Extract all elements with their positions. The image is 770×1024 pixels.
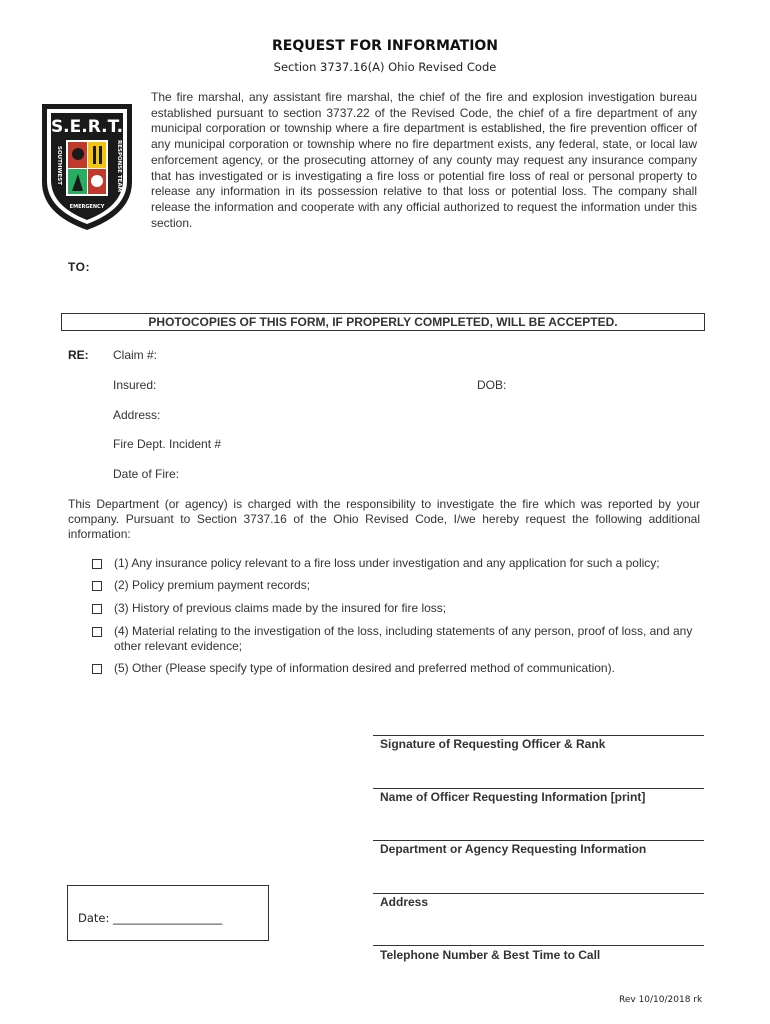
- request-paragraph: This Department (or agency) is charged with the responsibility to investigate the fire which was reported by your company. Pursuant to Section 3737.16 of the Ohio Revised Code, I/we hereby request the following additional information:: [68, 497, 700, 541]
- signature-label: Signature of Requesting Officer & Rank: [380, 737, 606, 751]
- telephone-line[interactable]: [373, 945, 704, 946]
- date-of-fire-field[interactable]: Date of Fire:: [113, 467, 180, 481]
- checkbox[interactable]: [92, 604, 102, 614]
- checklist-item-label: (4) Material relating to the investigation of the loss, including statements of any person, proof of loss, and any other relevant evidence;: [114, 624, 693, 653]
- logo-ring-right-text: RESPONSE TEAM: [116, 140, 122, 193]
- revision-note: Rev 10/10/2018 rk: [619, 995, 703, 1005]
- signature-line[interactable]: [373, 735, 704, 736]
- checklist-item[interactable]: [92, 624, 702, 654]
- checklist-item-label: (3) History of previous claims made by the insured for fire loss;: [114, 601, 447, 615]
- address-label: Address: [380, 895, 429, 909]
- logo-ring-left-text: SOUTHWEST: [56, 146, 62, 185]
- dob-field[interactable]: DOB:: [477, 378, 507, 392]
- logo-ring-bottom-text: EMERGENCY: [69, 204, 105, 210]
- logo-title-text: S.E.R.T.: [50, 117, 124, 137]
- checklist-item[interactable]: [92, 578, 702, 593]
- address-field[interactable]: Address:: [113, 408, 161, 422]
- checklist-item[interactable]: [92, 601, 702, 616]
- date-field[interactable]: Date: ___________________: [78, 911, 223, 925]
- address-line[interactable]: [373, 893, 704, 894]
- officer-name-label: Name of Officer Requesting Information [print]: [380, 790, 646, 804]
- date-box[interactable]: [67, 885, 269, 941]
- sert-badge-icon: [38, 96, 136, 232]
- insured-field[interactable]: Insured:: [113, 378, 157, 392]
- claim-field[interactable]: Claim #:: [113, 348, 158, 362]
- checklist-item-label: (2) Policy premium payment records;: [114, 578, 311, 592]
- telephone-label: Telephone Number & Best Time to Call: [380, 948, 601, 962]
- checklist-item[interactable]: [92, 661, 702, 676]
- incident-field[interactable]: Fire Dept. Incident #: [113, 437, 222, 451]
- document-subtitle: Section 3737.16(A) Ohio Revised Code: [273, 60, 497, 74]
- intro-paragraph: The fire marshal, any assistant fire marshal, the chief of the fire and explosion investigation bureau established pursuant to section 3737.22 of the Revised Code, the chief of a fire department of any municipal corporation or township where a fire department is established, the fire prevention officer of any municipal corporation or township where no fire department exists, any federal, state, or local law enforcement agency, or the prosecuting attorney of any county may request any insurance company that has investigated or is investigating a fire loss or potential fire loss of real or personal property to release any information in its possession relative to that loss or potential loss. The company shall release the information and cooperate with any official authorized to request the information under this section.: [151, 90, 697, 230]
- checkbox[interactable]: [92, 559, 102, 569]
- department-line[interactable]: [373, 840, 704, 841]
- checkbox[interactable]: [92, 581, 102, 591]
- checklist-item-label: (5) Other (Please specify type of information desired and preferred method of communication).: [114, 661, 615, 675]
- checkbox[interactable]: [92, 627, 102, 637]
- photocopy-notice: PHOTOCOPIES OF THIS FORM, IF PROPERLY COMPLETED, WILL BE ACCEPTED.: [61, 313, 705, 331]
- checkbox[interactable]: [92, 664, 102, 674]
- document-title: REQUEST FOR INFORMATION: [271, 38, 499, 54]
- checklist-item-label: (1) Any insurance policy relevant to a fire loss under investigation and any application for such a policy;: [114, 556, 660, 570]
- department-label: Department or Agency Requesting Information: [380, 842, 647, 856]
- to-label: TO:: [68, 260, 90, 274]
- officer-name-line[interactable]: [373, 788, 704, 789]
- re-label: RE:: [68, 348, 89, 362]
- checklist-item[interactable]: [92, 556, 702, 571]
- sert-logo: [38, 96, 136, 232]
